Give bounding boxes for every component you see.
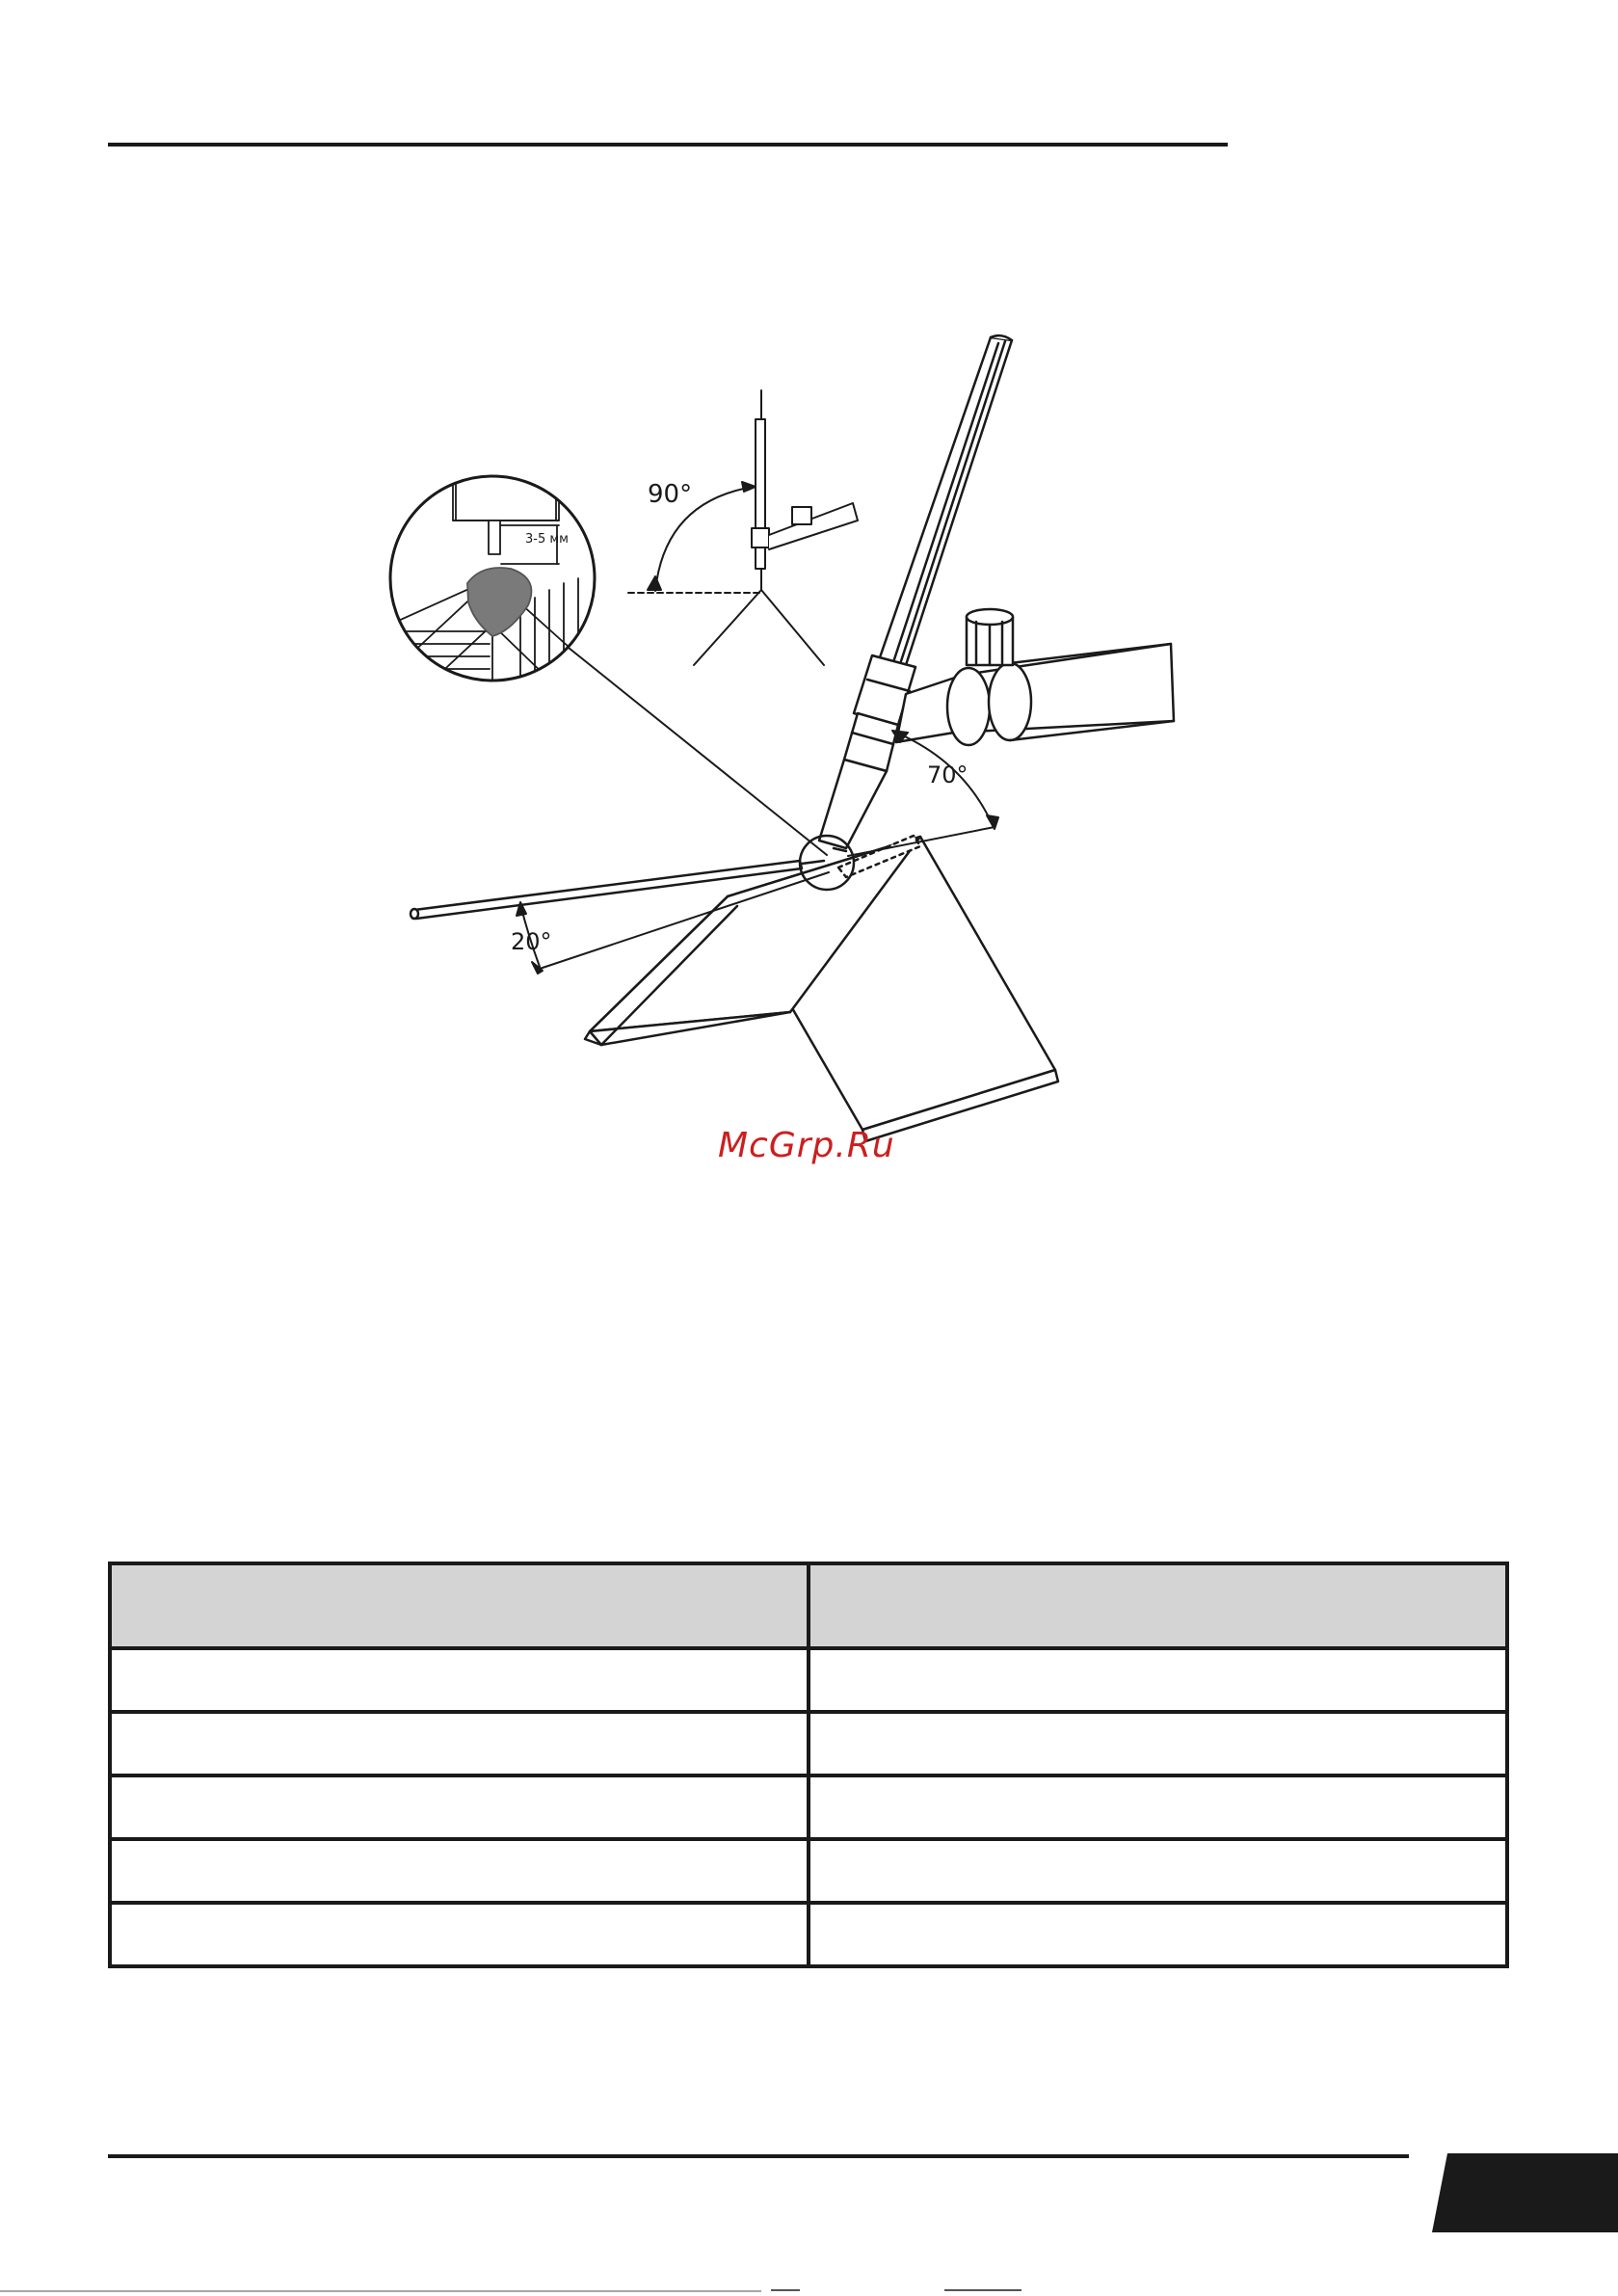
table-cell xyxy=(809,1648,1507,1712)
table-cell xyxy=(110,1648,809,1712)
angle-90-label: 90° xyxy=(648,480,693,509)
table-cell xyxy=(809,1775,1507,1839)
angle-20-label: 20° xyxy=(511,928,552,955)
table-header-cell xyxy=(809,1563,1507,1648)
table-cell xyxy=(110,1712,809,1775)
table-row xyxy=(110,1775,1507,1839)
table-cell xyxy=(110,1903,809,1966)
table-cell xyxy=(110,1839,809,1903)
gap-dimension-label: 3-5 мм xyxy=(525,532,569,547)
table-cell xyxy=(809,1712,1507,1775)
table-cell xyxy=(110,1775,809,1839)
table-row xyxy=(110,1839,1507,1903)
watermark-text: McGrp.Ru xyxy=(718,1126,895,1165)
scan-edge-marks xyxy=(0,2286,1618,2296)
table-cell xyxy=(809,1839,1507,1903)
detail-leader-line xyxy=(569,648,827,855)
angle-70-label: 70° xyxy=(927,761,968,788)
table-cell xyxy=(809,1903,1507,1966)
table-row xyxy=(110,1712,1507,1775)
tig-torch xyxy=(819,335,1174,851)
vertical-torch-view xyxy=(628,390,858,665)
table-header-row xyxy=(110,1563,1507,1648)
table-row xyxy=(110,1903,1507,1966)
page-number-tab xyxy=(1432,2153,1618,2232)
footer-rule xyxy=(108,2154,1409,2158)
table-header-cell xyxy=(110,1563,809,1648)
detail-circle xyxy=(385,472,595,689)
table-row xyxy=(110,1648,1507,1712)
specification-table xyxy=(108,1562,1509,1968)
